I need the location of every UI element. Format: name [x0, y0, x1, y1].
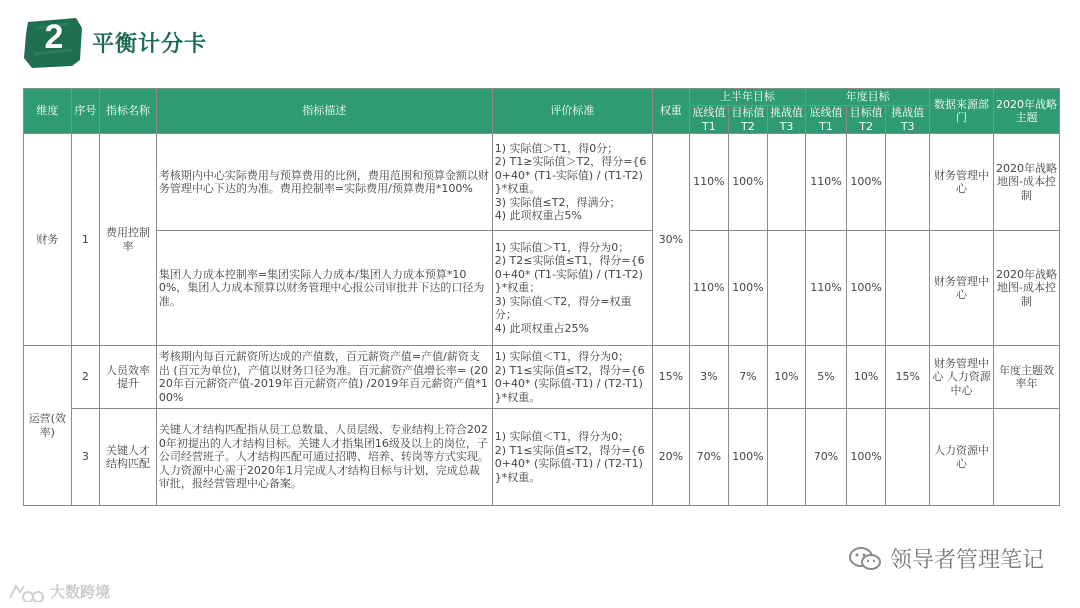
header-year-t2: 目标值T2	[846, 106, 886, 134]
cell-criteria	[492, 134, 652, 231]
criteria-line: 4) 此项权重占5%	[494, 209, 582, 222]
cell-name: 费用控制率	[100, 134, 157, 346]
cell-strategy	[993, 409, 1059, 506]
criteria-line: 2) T1≥实际值＞T2，得分={60+40* (T1-实际值) / (T1-T2) }*权重。	[494, 155, 647, 195]
cell-year-t2: 10%	[846, 346, 886, 409]
header-strategy: 2020年战略主题	[993, 89, 1059, 134]
cell-h1-t3	[767, 409, 806, 506]
header-criteria: 评价标准	[492, 89, 652, 134]
cell-strategy: 2020年战略地图-成本控制	[993, 134, 1059, 231]
cell-seq: 1	[71, 134, 99, 346]
table-row	[24, 134, 1060, 231]
cell-h1-t1: 70%	[689, 409, 729, 506]
cell-year-t1: 70%	[806, 409, 847, 506]
cell-h1-t2: 100%	[729, 409, 768, 506]
criteria-line: 3) 实际值≤T2，得满分；	[494, 195, 621, 209]
section-header	[22, 14, 207, 70]
header-name: 指标名称	[100, 89, 157, 134]
page-title: 平衡计分卡	[92, 31, 208, 57]
cell-year-t3	[886, 134, 930, 231]
table-row	[24, 231, 1060, 346]
header-weight: 权重	[653, 89, 690, 134]
header-year-t1: 底线值T1	[806, 106, 847, 134]
cell-h1-t1: 110%	[689, 231, 729, 346]
cell-weight: 20%	[653, 409, 690, 506]
cell-source: 财务管理中心	[930, 231, 994, 346]
cell-name: 关键人才结构匹配	[100, 409, 157, 506]
cell-year-t2: 100%	[846, 409, 886, 506]
brand-watermark-text: 大数跨境	[50, 583, 111, 601]
cell-source: 财务管理中心 人力资源中心	[930, 346, 994, 409]
cell-year-t1: 110%	[806, 134, 847, 231]
header-year-group: 年度目标	[806, 89, 930, 106]
cell-desc: 考核期内每百元薪资所达成的产值数，百元薪资产值=产值/薪资支出 (百元为单位)，产值以财务口径为准。百元薪资产值增长率= (2020年百元薪资产值-2019年百元薪资产值) /2019年百元薪资产值*100%	[156, 346, 492, 409]
header-seq: 序号	[71, 89, 99, 134]
header-source: 数据来源部门	[930, 89, 994, 134]
cell-strategy: 2020年战略地图-成本控制	[993, 231, 1059, 346]
header-h1-t1: 底线值T1	[689, 106, 729, 134]
cell-h1-t3	[767, 231, 806, 346]
criteria-line: 1) 实际值＜T1，得分为0；	[494, 430, 630, 443]
cell-source: 财务管理中心	[930, 134, 994, 231]
cell-year-t2: 100%	[846, 134, 886, 231]
section-number-badge	[22, 14, 86, 70]
cell-criteria	[492, 409, 652, 506]
brand-watermark	[6, 581, 110, 602]
header-h1-group: 上半年目标	[689, 89, 806, 106]
cell-year-t3	[886, 409, 930, 506]
cell-desc: 考核期内中心实际费用与预算费用的比例，费用范围和预算金额以财务管理中心下达的为准。费用控制率=实际费用/预算费用*100%	[156, 134, 492, 231]
watermark-text: 领导者管理笔记	[889, 548, 1044, 573]
cell-weight: 15%	[653, 346, 690, 409]
cell-h1-t2: 7%	[729, 346, 768, 409]
cell-criteria	[492, 231, 652, 346]
cell-h1-t2: 100%	[729, 134, 768, 231]
cell-year-t1: 5%	[806, 346, 847, 409]
cell-criteria	[492, 346, 652, 409]
criteria-line: 2) T1≤实际值≤T2，得分={60+40* (实际值-T1) / (T2-T1) }*权重。	[494, 443, 645, 484]
cell-year-t2: 100%	[846, 231, 886, 346]
cell-year-t3	[886, 231, 930, 346]
header-desc: 指标描述	[156, 89, 492, 134]
table-row	[24, 346, 1060, 409]
cell-seq: 3	[71, 409, 99, 506]
cell-strategy: 年度主题效率年	[993, 346, 1059, 409]
balanced-scorecard-table	[23, 88, 1060, 506]
cell-desc: 集团人力成本控制率=集团实际人力成本/集团人力成本预算*100%，集团人力成本预算以财务管理中心报公司审批并下达的口径为准。	[156, 231, 492, 346]
cell-dimension: 财务	[24, 134, 72, 346]
cell-h1-t1: 110%	[689, 134, 729, 231]
wechat-watermark	[848, 543, 1044, 574]
cell-year-t3: 15%	[886, 346, 930, 409]
criteria-line: 1) 实际值＞T1，得0分；	[494, 141, 619, 155]
badge-number: 2	[44, 18, 64, 56]
cell-weight: 30%	[653, 134, 690, 346]
cell-name: 人员效率提升	[100, 346, 157, 409]
criteria-line: 1) 实际值＜T1，得分为0；	[494, 350, 630, 363]
cell-h1-t3: 10%	[767, 346, 806, 409]
cell-h1-t2: 100%	[729, 231, 768, 346]
cell-h1-t3	[767, 134, 806, 231]
header-year-t3: 挑战值T3	[886, 106, 930, 134]
criteria-line: 3) 实际值＜T2，得分=权重分；	[494, 294, 632, 322]
cell-seq: 2	[71, 346, 99, 409]
header-h1-t2: 目标值T2	[729, 106, 768, 134]
cell-h1-t1: 3%	[689, 346, 729, 409]
cell-year-t1: 110%	[806, 231, 847, 346]
criteria-line: 2) T2≤实际值≤T1，得分={60+40* (T1-实际值) / (T1-T2) }*权重；	[494, 254, 645, 295]
cell-source: 人力资源中心	[930, 409, 994, 506]
brand-logo-icon	[6, 582, 46, 602]
header-dimension: 维度	[24, 89, 72, 134]
cell-desc: 关键人才结构匹配指从员工总数量、人员层级、专业结构上符合2020年初提出的人才结构目标。关键人才指集团16级及以上的岗位，子公司经营班子。人才结构匹配可通过招聘、培养、转岗等方式实现。人力资源中心需于2020年1月完成人才结构目标与计划，完成总裁审批，报经营管理中心备案。	[156, 409, 492, 506]
wechat-icon	[848, 546, 882, 572]
header-h1-t3: 挑战值T3	[767, 106, 806, 134]
criteria-line: 1) 实际值＞T1，得分为0；	[494, 240, 630, 254]
criteria-line: 4) 此项权重占25%	[494, 321, 589, 335]
table-row	[24, 409, 1060, 506]
criteria-line: 2) T1≤实际值≤T2，得分={60+40* (实际值-T1) / (T2-T1) }*权重。	[494, 363, 645, 404]
cell-dimension: 运营(效率)	[24, 346, 72, 506]
